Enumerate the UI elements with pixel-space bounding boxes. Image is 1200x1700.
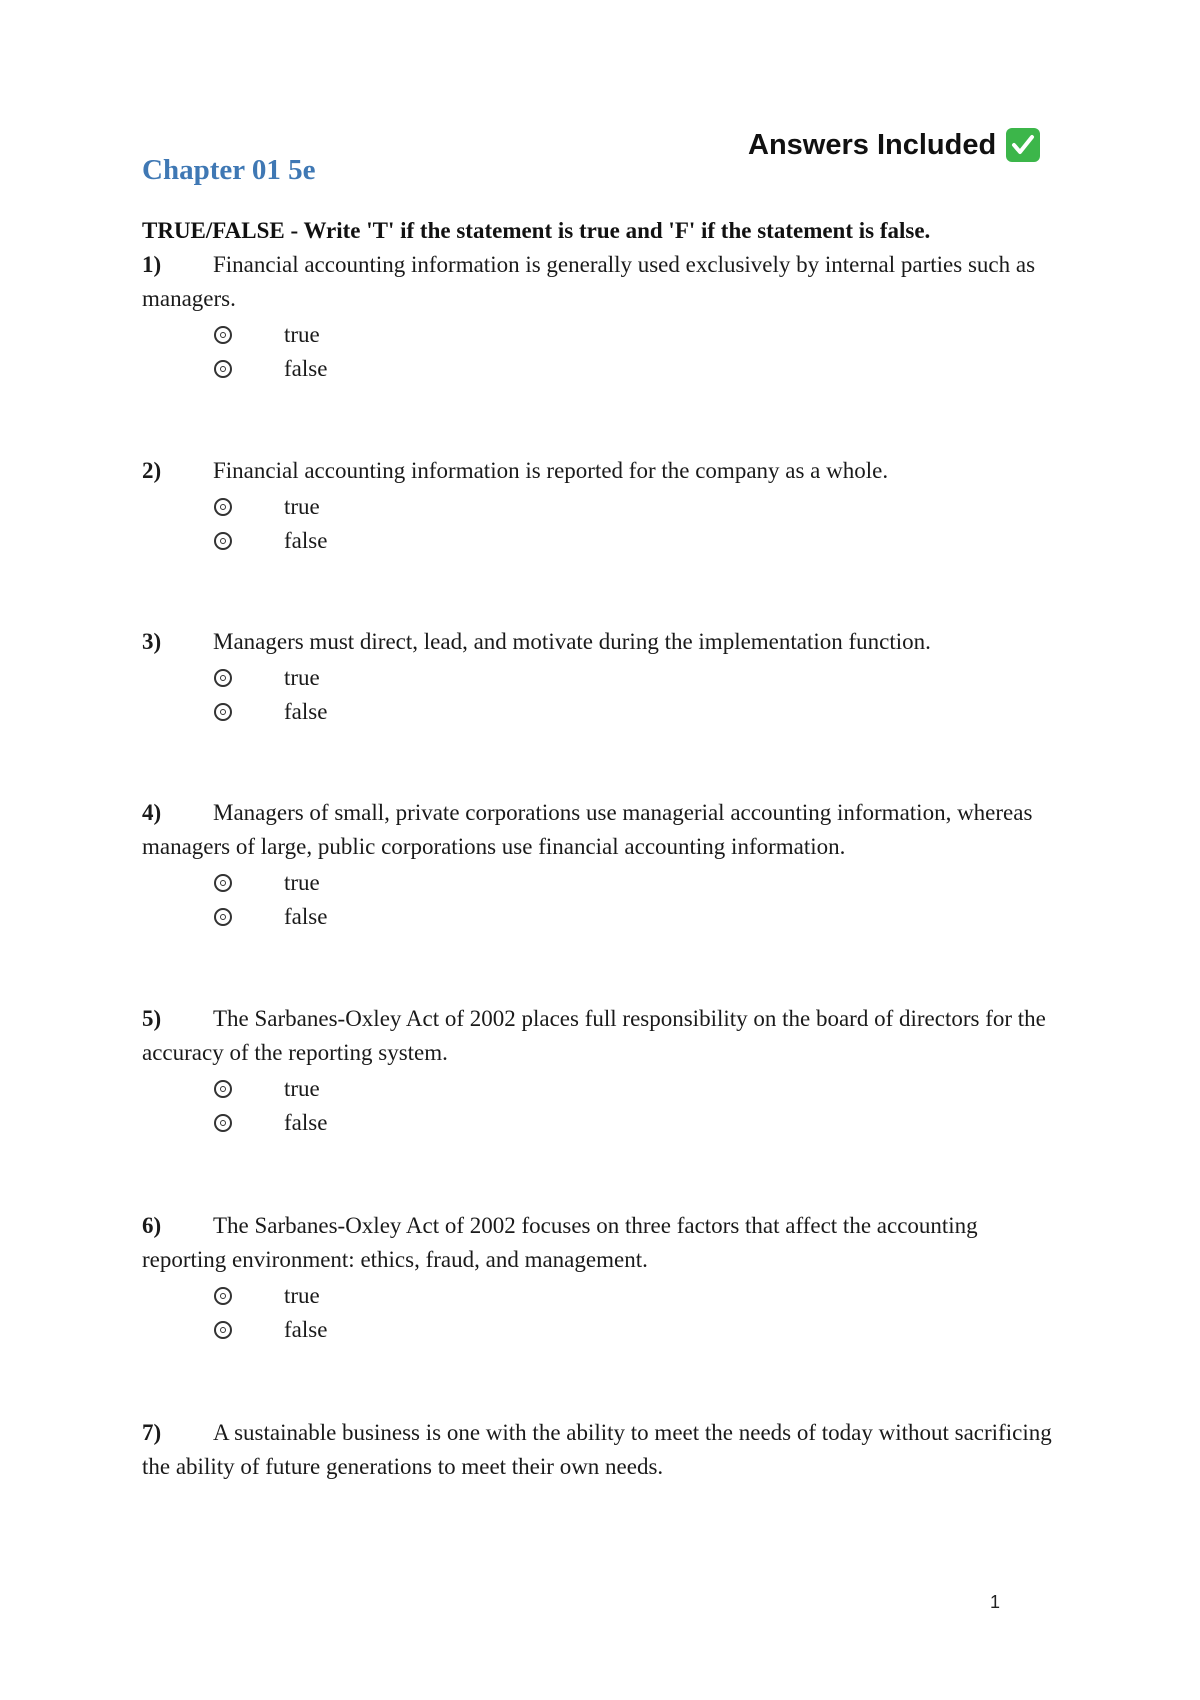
radio-button-icon[interactable] [214, 532, 232, 550]
answer-option-true[interactable] [142, 1279, 1062, 1313]
option-label: false [284, 356, 328, 381]
radio-button-icon[interactable] [214, 498, 232, 516]
question-number: 4) [142, 800, 162, 825]
question-item [142, 1416, 1062, 1484]
question-item [142, 248, 1062, 386]
question-text: The Sarbanes-Oxley Act of 2002 focuses on three factors that affect the accounting reporting environment: ethics, fraud, and management. [142, 1213, 978, 1272]
answer-option-false[interactable] [142, 1106, 1062, 1140]
answer-option-true[interactable] [142, 1072, 1062, 1106]
question-item [142, 1209, 1062, 1347]
answer-option-true[interactable] [142, 661, 1062, 695]
option-label: true [284, 1283, 320, 1308]
option-label: true [284, 494, 320, 519]
question-item [142, 796, 1062, 934]
question-text: Managers of small, private corporations use managerial accounting information, whereas managers of large, public corporations use financial accounting information. [142, 800, 1033, 859]
question-item [142, 1002, 1062, 1140]
answer-option-false[interactable] [142, 695, 1062, 729]
option-label: false [284, 528, 328, 553]
radio-button-icon[interactable] [214, 669, 232, 687]
radio-button-icon[interactable] [214, 874, 232, 892]
option-label: false [284, 904, 328, 929]
radio-button-icon[interactable] [214, 1114, 232, 1132]
answer-option-false[interactable] [142, 1313, 1062, 1347]
question-text: Financial accounting information is reported for the company as a whole. [213, 458, 889, 483]
answer-option-true[interactable] [142, 490, 1062, 524]
radio-button-icon[interactable] [214, 1287, 232, 1305]
question-number: 1) [142, 252, 162, 277]
question-number: 6) [142, 1213, 162, 1238]
question-number: 3) [142, 629, 162, 654]
answers-included-banner [748, 128, 1040, 162]
answer-option-false[interactable] [142, 352, 1062, 386]
question-text: Managers must direct, lead, and motivate during the implementation function. [213, 629, 931, 654]
answer-option-true[interactable] [142, 866, 1062, 900]
radio-button-icon[interactable] [214, 703, 232, 721]
radio-button-icon[interactable] [214, 1080, 232, 1098]
radio-button-icon[interactable] [214, 360, 232, 378]
question-item [142, 454, 1062, 558]
question-item [142, 625, 1062, 729]
chapter-title: Chapter 01 5e [142, 154, 316, 186]
option-label: true [284, 1076, 320, 1101]
question-text: The Sarbanes-Oxley Act of 2002 places full responsibility on the board of directors for the accuracy of the reporting system. [142, 1006, 1046, 1065]
question-text: A sustainable business is one with the ability to meet the needs of today without sacrificing the ability of future generations to meet their own needs. [142, 1420, 1052, 1479]
question-number: 2) [142, 458, 162, 483]
question-text: Financial accounting information is generally used exclusively by internal parties such as managers. [142, 252, 1036, 311]
option-label: true [284, 322, 320, 347]
check-mark-icon [1006, 128, 1040, 162]
answers-included-label: Answers Included [748, 128, 997, 161]
page-number: 1 [990, 1592, 1001, 1612]
question-number: 7) [142, 1420, 162, 1445]
answer-option-false[interactable] [142, 900, 1062, 934]
radio-button-icon[interactable] [214, 326, 232, 344]
instructions-heading: TRUE/FALSE - Write 'T' if the statement is true and 'F' if the statement is false. [142, 218, 931, 243]
option-label: true [284, 665, 320, 690]
radio-button-icon[interactable] [214, 1321, 232, 1339]
radio-button-icon[interactable] [214, 908, 232, 926]
option-label: false [284, 1110, 328, 1135]
option-label: true [284, 870, 320, 895]
option-label: false [284, 1317, 328, 1342]
answer-option-true[interactable] [142, 318, 1062, 352]
option-label: false [284, 699, 328, 724]
question-number: 5) [142, 1006, 162, 1031]
answer-option-false[interactable] [142, 524, 1062, 558]
